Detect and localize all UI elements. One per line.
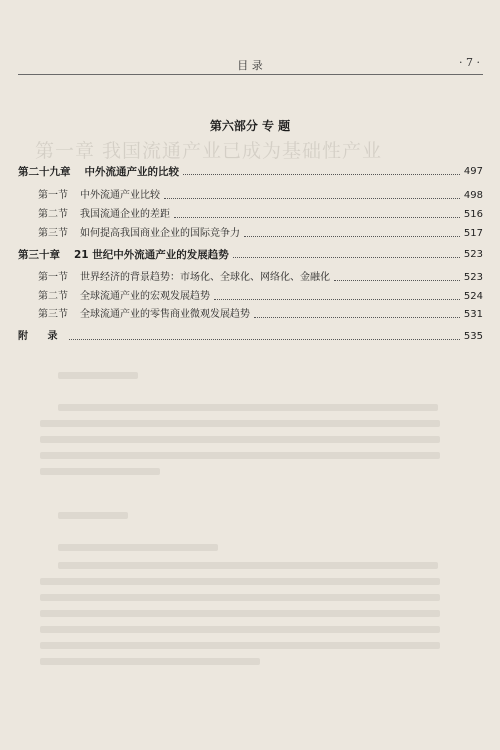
dot-leader (164, 198, 460, 199)
section-label: 第三节 (38, 309, 68, 320)
chapter-title: 21 世纪中外流通产业的发展趋势 (74, 249, 229, 261)
section-title: 我国流通企业的差距 (80, 209, 170, 220)
section-title: 全球流通产业的宏观发展趋势 (80, 291, 210, 302)
dot-leader (69, 339, 459, 340)
toc-section[interactable] (38, 224, 483, 240)
appendix-label: 附 录 (18, 331, 66, 342)
page-number: · 7 · (459, 56, 480, 69)
chapter-title: 中外流通产业的比较 (84, 166, 179, 178)
page-ref: 517 (463, 228, 483, 239)
section-label: 第二节 (38, 291, 68, 302)
dot-leader (334, 280, 460, 281)
bleed-through-line (40, 626, 440, 633)
section-label: 第一节 (38, 190, 68, 201)
dot-leader (214, 299, 460, 300)
chapter-label: 第三十章 (18, 249, 60, 261)
toc-section[interactable] (38, 186, 483, 202)
toc-section[interactable] (38, 287, 483, 303)
page-ref: 498 (463, 190, 483, 201)
header-rule (18, 74, 483, 75)
section-title: 如何提高我国商业企业的国际竞争力 (80, 228, 240, 239)
section-label: 第一节 (38, 272, 68, 283)
part-title: 第六部分 专 题 (209, 119, 291, 133)
bleed-through-line (58, 404, 438, 411)
toc-section[interactable] (38, 268, 483, 284)
bleed-through-line (40, 452, 440, 459)
bleed-through-line (40, 594, 440, 601)
toc-appendix[interactable] (18, 327, 483, 343)
bleed-through-line (40, 642, 440, 649)
toc-section[interactable] (38, 205, 483, 221)
bleed-through-line (58, 544, 218, 551)
page-ref: 524 (463, 291, 483, 302)
section-label: 第二节 (38, 209, 68, 220)
section-title: 全球流通产业的零售商业微观发展趋势 (80, 309, 250, 320)
bleed-through-line (58, 562, 438, 569)
page-ref: 535 (463, 331, 483, 342)
bleed-through-line (40, 420, 440, 427)
section-title: 中外流通产业比较 (80, 190, 160, 201)
page-ref: 523 (463, 272, 483, 283)
toc-chapter-29[interactable] (18, 162, 483, 178)
page-ref: 497 (463, 166, 483, 177)
chapter-label: 第二十九章 (18, 166, 71, 178)
dot-leader (183, 174, 460, 175)
bleed-through-line (40, 468, 160, 475)
bleed-through-line (40, 436, 440, 443)
page-ref: 531 (463, 309, 483, 320)
bleed-through-line (58, 512, 128, 519)
bleed-through-line (40, 578, 440, 585)
running-header-title: 目 录 (237, 59, 263, 72)
section-title: 世界经济的背景趋势：市场化、全球化、网络化、金融化 (80, 272, 330, 283)
bleed-through-text: 第一章 我国流通产业已成为基础性产业 (35, 140, 383, 162)
toc-section[interactable] (38, 305, 483, 321)
page-ref: 523 (463, 249, 483, 260)
page-ref: 516 (463, 209, 483, 220)
dot-leader (244, 236, 460, 237)
bleed-through-line (40, 610, 440, 617)
dot-leader (254, 317, 460, 318)
toc-chapter-30[interactable] (18, 245, 483, 261)
dot-leader (174, 217, 460, 218)
bleed-through-line (40, 658, 260, 665)
bleed-through-line (58, 372, 138, 379)
section-label: 第三节 (38, 228, 68, 239)
dot-leader (233, 257, 460, 258)
